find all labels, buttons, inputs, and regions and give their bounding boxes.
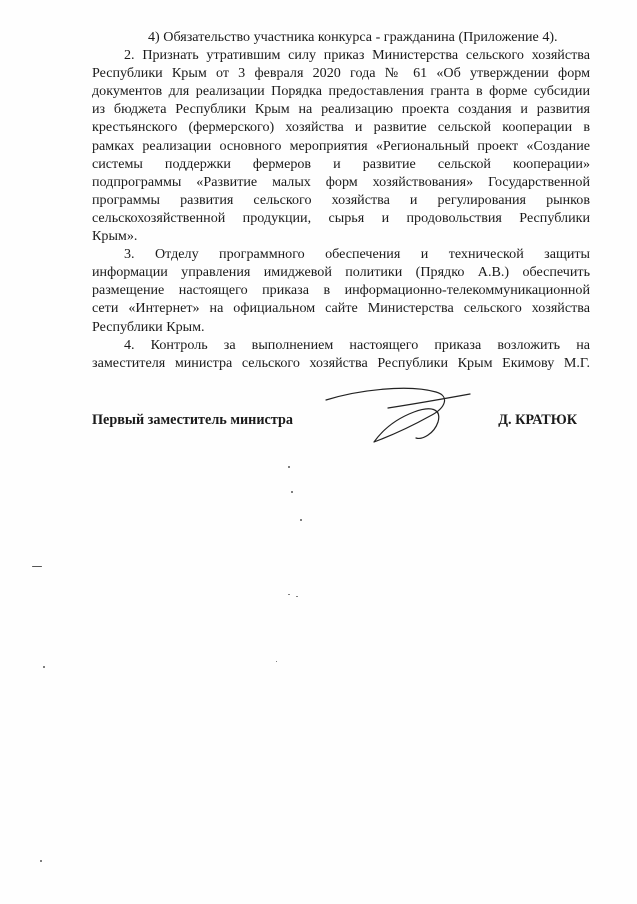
paragraph-2-line-3: документов для реализации Порядка предоставления гранта в форме субсидии: [92, 83, 590, 100]
list-item-4: 4) Обязательство участника конкурса - гражданина (Приложение 4).: [148, 29, 558, 45]
scan-speck: [288, 466, 290, 468]
paragraph-2-line-9: программы развития сельского хозяйства и регулирования рынков: [92, 191, 590, 208]
scan-speck: [40, 860, 42, 862]
paragraph-2-line-6: рамках реализации основного мероприятия «Региональный проект «Создание: [92, 137, 590, 154]
paragraph-2-line-10: сельскохозяйственной продукции, сырья и продовольствия Республики: [92, 209, 590, 226]
scan-speck: [32, 566, 42, 567]
paragraph-2-line-8: подпрограммы «Развитие малых форм хозяйствования» Государственной: [92, 173, 590, 190]
scan-speck: [288, 594, 290, 595]
scan-speck: [300, 519, 302, 521]
scan-speck: [291, 491, 293, 493]
signature-block: [92, 410, 577, 434]
paragraph-3-line-2: информации управления имиджевой политики (Прядко А.В.) обеспечить: [92, 264, 590, 281]
paragraph-4-line-2: заместителя министра сельского хозяйства Республики Крым Екимову М.Г.: [92, 354, 590, 371]
paragraph-2-line-4: из бюджета Республики Крым на реализацию проекта создания и развития: [92, 101, 590, 118]
scan-speck: [276, 661, 277, 662]
paragraph-2-line-2: Республики Крым от 3 февраля 2020 года № 61 «Об утверждении форм: [92, 65, 590, 82]
paragraph-2-line-11: Крым».: [92, 228, 138, 245]
paragraph-3-line-1: 3. Отделу программного обеспечения и технической защиты: [124, 246, 590, 263]
signatory-title: Первый заместитель министра: [92, 412, 293, 428]
paragraph-3-line-4: сети «Интернет» на официальном сайте Министерства сельского хозяйства: [92, 300, 590, 317]
paragraph-2-line-7: системы поддержки фермеров и развитие сельской кооперации»: [92, 155, 590, 172]
signatory-name: Д. КРАТЮК: [498, 412, 577, 428]
document-body: [92, 28, 590, 372]
paragraph-3-line-5: Республики Крым.: [92, 318, 205, 335]
scan-speck: [296, 596, 298, 597]
paragraph-3-line-3: размещение настоящего приказа в информационно-телекоммуникационной: [92, 282, 590, 299]
paragraph-2-line-1: 2. Признать утратившим силу приказ Министерства сельского хозяйства: [124, 47, 590, 64]
paragraph-2-line-5: крестьянского (фермерского) хозяйства и развитие сельской кооперации в: [92, 119, 590, 136]
paragraph-4-line-1: 4. Контроль за выполнением настоящего приказа возложить на: [124, 336, 590, 353]
scan-speck: [43, 666, 45, 668]
